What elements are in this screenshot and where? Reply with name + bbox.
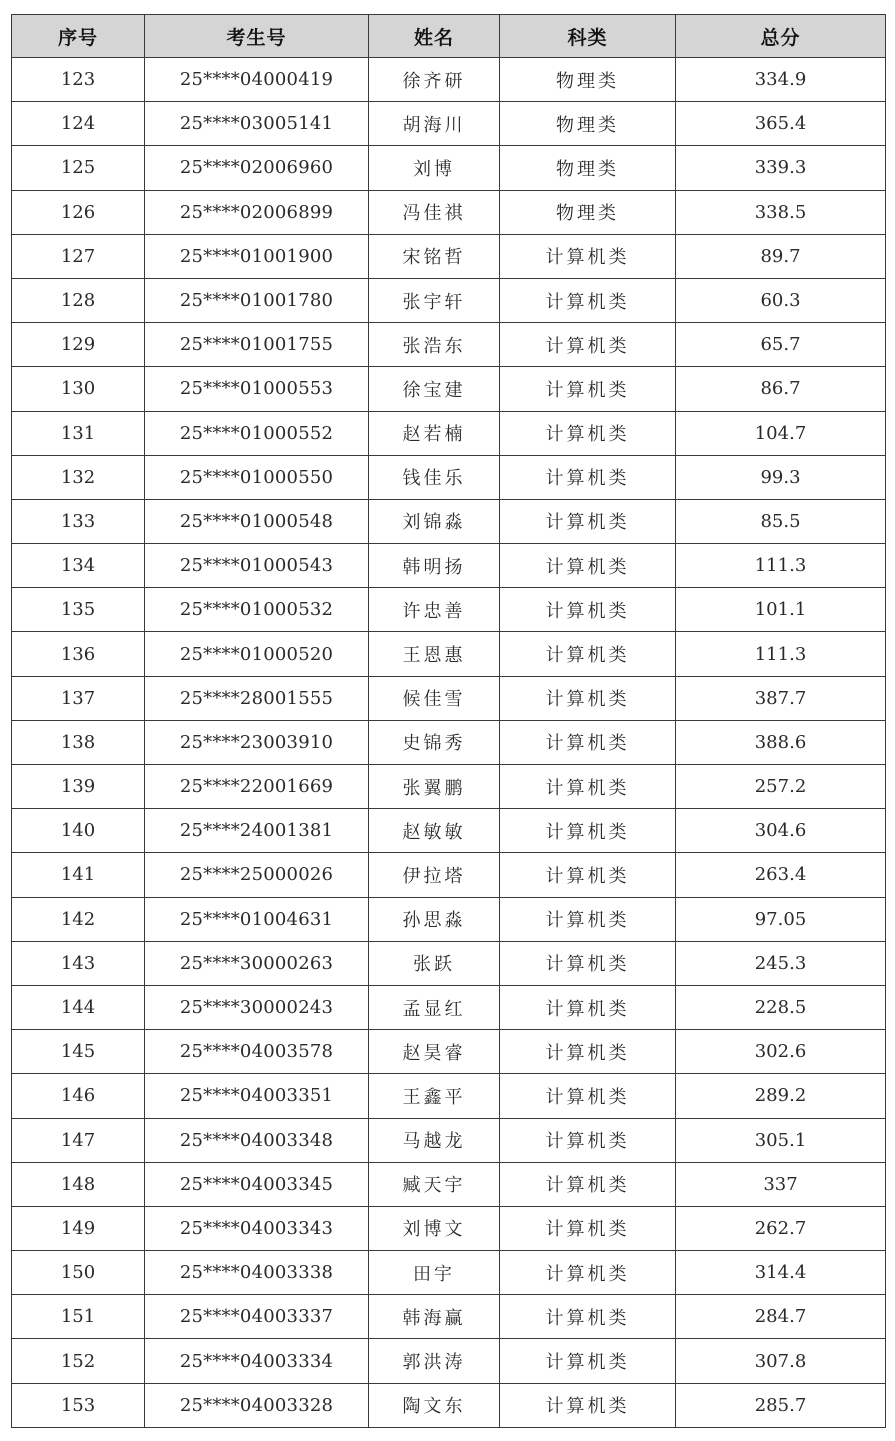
seq-cell: 147 — [12, 1118, 145, 1162]
name-cell: 张宇轩 — [369, 278, 500, 322]
name-cell: 候佳雪 — [369, 676, 500, 720]
seq-cell: 133 — [12, 499, 145, 543]
exam-id-cell: 25****23003910 — [145, 720, 369, 764]
name-cell: 许忠善 — [369, 588, 500, 632]
results-sheet — [11, 14, 885, 1428]
total-score-cell: 338.5 — [676, 190, 886, 234]
category-cell: 计算机类 — [500, 455, 676, 499]
table-header — [12, 15, 886, 58]
exam-id-cell: 25****01001780 — [145, 278, 369, 322]
name-cell: 冯佳祺 — [369, 190, 500, 234]
exam-id-cell: 25****01000552 — [145, 411, 369, 455]
exam-id-cell: 25****24001381 — [145, 809, 369, 853]
exam-id-cell: 25****01000553 — [145, 367, 369, 411]
seq-cell: 124 — [12, 102, 145, 146]
exam-id-cell: 25****30000243 — [145, 985, 369, 1029]
seq-cell: 135 — [12, 588, 145, 632]
exam-id-cell: 25****02006899 — [145, 190, 369, 234]
name-cell: 张翼鹏 — [369, 765, 500, 809]
header-seq: 序号 — [12, 15, 145, 58]
table-row — [12, 455, 886, 499]
table-row — [12, 1339, 886, 1383]
exam-id-cell: 25****01000550 — [145, 455, 369, 499]
exam-id-cell: 25****22001669 — [145, 765, 369, 809]
exam-id-cell: 25****04000419 — [145, 58, 369, 102]
table-row — [12, 102, 886, 146]
header-category: 科类 — [500, 15, 676, 58]
total-score-cell: 262.7 — [676, 1206, 886, 1250]
table-row — [12, 720, 886, 764]
total-score-cell: 65.7 — [676, 323, 886, 367]
seq-cell: 150 — [12, 1251, 145, 1295]
category-cell: 计算机类 — [500, 676, 676, 720]
category-cell: 计算机类 — [500, 853, 676, 897]
table-row — [12, 676, 886, 720]
total-score-cell: 314.4 — [676, 1251, 886, 1295]
table-row — [12, 1030, 886, 1074]
header-total: 总分 — [676, 15, 886, 58]
category-cell: 计算机类 — [500, 985, 676, 1029]
seq-cell: 142 — [12, 897, 145, 941]
name-cell: 赵若楠 — [369, 411, 500, 455]
category-cell: 物理类 — [500, 190, 676, 234]
category-cell: 计算机类 — [500, 1251, 676, 1295]
seq-cell: 134 — [12, 544, 145, 588]
total-score-cell: 228.5 — [676, 985, 886, 1029]
seq-cell: 151 — [12, 1295, 145, 1339]
total-score-cell: 111.3 — [676, 632, 886, 676]
seq-cell: 139 — [12, 765, 145, 809]
table-row — [12, 190, 886, 234]
seq-cell: 123 — [12, 58, 145, 102]
name-cell: 胡海川 — [369, 102, 500, 146]
exam-id-cell: 25****04003345 — [145, 1162, 369, 1206]
category-cell: 计算机类 — [500, 632, 676, 676]
name-cell: 韩明扬 — [369, 544, 500, 588]
table-row — [12, 278, 886, 322]
total-score-cell: 263.4 — [676, 853, 886, 897]
table-row — [12, 411, 886, 455]
name-cell: 王鑫平 — [369, 1074, 500, 1118]
category-cell: 计算机类 — [500, 897, 676, 941]
total-score-cell: 334.9 — [676, 58, 886, 102]
category-cell: 计算机类 — [500, 323, 676, 367]
seq-cell: 148 — [12, 1162, 145, 1206]
seq-cell: 145 — [12, 1030, 145, 1074]
exam-id-cell: 25****04003578 — [145, 1030, 369, 1074]
table-row — [12, 1206, 886, 1250]
name-cell: 刘锦淼 — [369, 499, 500, 543]
name-cell: 张浩东 — [369, 323, 500, 367]
name-cell: 王恩惠 — [369, 632, 500, 676]
table-row — [12, 499, 886, 543]
header-row — [12, 15, 886, 58]
table-row — [12, 234, 886, 278]
table-row — [12, 941, 886, 985]
seq-cell: 128 — [12, 278, 145, 322]
total-score-cell: 245.3 — [676, 941, 886, 985]
total-score-cell: 289.2 — [676, 1074, 886, 1118]
category-cell: 计算机类 — [500, 1030, 676, 1074]
name-cell: 田宇 — [369, 1251, 500, 1295]
name-cell: 张跃 — [369, 941, 500, 985]
results-table — [11, 14, 886, 1428]
seq-cell: 149 — [12, 1206, 145, 1250]
category-cell: 计算机类 — [500, 588, 676, 632]
table-row — [12, 897, 886, 941]
table-row — [12, 853, 886, 897]
seq-cell: 130 — [12, 367, 145, 411]
seq-cell: 132 — [12, 455, 145, 499]
name-cell: 韩海赢 — [369, 1295, 500, 1339]
total-score-cell: 365.4 — [676, 102, 886, 146]
table-row — [12, 58, 886, 102]
category-cell: 计算机类 — [500, 809, 676, 853]
name-cell: 赵昊睿 — [369, 1030, 500, 1074]
category-cell: 计算机类 — [500, 1162, 676, 1206]
category-cell: 计算机类 — [500, 765, 676, 809]
name-cell: 徐宝建 — [369, 367, 500, 411]
total-score-cell: 304.6 — [676, 809, 886, 853]
exam-id-cell: 25****01001755 — [145, 323, 369, 367]
exam-id-cell: 25****01004631 — [145, 897, 369, 941]
category-cell: 计算机类 — [500, 1295, 676, 1339]
category-cell: 物理类 — [500, 146, 676, 190]
table-row — [12, 1383, 886, 1427]
seq-cell: 144 — [12, 985, 145, 1029]
table-row — [12, 1118, 886, 1162]
exam-id-cell: 25****04003338 — [145, 1251, 369, 1295]
exam-id-cell: 25****04003351 — [145, 1074, 369, 1118]
table-row — [12, 985, 886, 1029]
total-score-cell: 305.1 — [676, 1118, 886, 1162]
header-exam-id: 考生号 — [145, 15, 369, 58]
category-cell: 计算机类 — [500, 234, 676, 278]
exam-id-cell: 25****04003337 — [145, 1295, 369, 1339]
seq-cell: 141 — [12, 853, 145, 897]
table-row — [12, 1074, 886, 1118]
total-score-cell: 302.6 — [676, 1030, 886, 1074]
seq-cell: 125 — [12, 146, 145, 190]
total-score-cell: 387.7 — [676, 676, 886, 720]
seq-cell: 127 — [12, 234, 145, 278]
table-row — [12, 809, 886, 853]
total-score-cell: 99.3 — [676, 455, 886, 499]
name-cell: 孙思淼 — [369, 897, 500, 941]
category-cell: 计算机类 — [500, 367, 676, 411]
exam-id-cell: 25****28001555 — [145, 676, 369, 720]
name-cell: 马越龙 — [369, 1118, 500, 1162]
total-score-cell: 89.7 — [676, 234, 886, 278]
total-score-cell: 339.3 — [676, 146, 886, 190]
name-cell: 伊拉塔 — [369, 853, 500, 897]
table-row — [12, 544, 886, 588]
table-row — [12, 1251, 886, 1295]
seq-cell: 136 — [12, 632, 145, 676]
category-cell: 计算机类 — [500, 1074, 676, 1118]
exam-id-cell: 25****30000263 — [145, 941, 369, 985]
table-row — [12, 588, 886, 632]
table-body — [12, 58, 886, 1428]
seq-cell: 129 — [12, 323, 145, 367]
table-row — [12, 1162, 886, 1206]
name-cell: 郭洪涛 — [369, 1339, 500, 1383]
exam-id-cell: 25****01000543 — [145, 544, 369, 588]
total-score-cell: 60.3 — [676, 278, 886, 322]
total-score-cell: 307.8 — [676, 1339, 886, 1383]
total-score-cell: 101.1 — [676, 588, 886, 632]
exam-id-cell: 25****04003343 — [145, 1206, 369, 1250]
name-cell: 宋铭哲 — [369, 234, 500, 278]
exam-id-cell: 25****01000520 — [145, 632, 369, 676]
category-cell: 物理类 — [500, 102, 676, 146]
seq-cell: 131 — [12, 411, 145, 455]
category-cell: 计算机类 — [500, 499, 676, 543]
exam-id-cell: 25****25000026 — [145, 853, 369, 897]
seq-cell: 138 — [12, 720, 145, 764]
seq-cell: 126 — [12, 190, 145, 234]
name-cell: 史锦秀 — [369, 720, 500, 764]
total-score-cell: 86.7 — [676, 367, 886, 411]
exam-id-cell: 25****04003334 — [145, 1339, 369, 1383]
exam-id-cell: 25****01001900 — [145, 234, 369, 278]
category-cell: 计算机类 — [500, 1118, 676, 1162]
exam-id-cell: 25****04003328 — [145, 1383, 369, 1427]
table-row — [12, 1295, 886, 1339]
name-cell: 臧天宇 — [369, 1162, 500, 1206]
seq-cell: 146 — [12, 1074, 145, 1118]
category-cell: 物理类 — [500, 58, 676, 102]
exam-id-cell: 25****03005141 — [145, 102, 369, 146]
total-score-cell: 337 — [676, 1162, 886, 1206]
name-cell: 孟显红 — [369, 985, 500, 1029]
total-score-cell: 111.3 — [676, 544, 886, 588]
name-cell: 钱佳乐 — [369, 455, 500, 499]
category-cell: 计算机类 — [500, 544, 676, 588]
category-cell: 计算机类 — [500, 941, 676, 985]
name-cell: 徐齐研 — [369, 58, 500, 102]
table-row — [12, 632, 886, 676]
name-cell: 赵敏敏 — [369, 809, 500, 853]
seq-cell: 153 — [12, 1383, 145, 1427]
category-cell: 计算机类 — [500, 1339, 676, 1383]
seq-cell: 143 — [12, 941, 145, 985]
exam-id-cell: 25****01000548 — [145, 499, 369, 543]
category-cell: 计算机类 — [500, 411, 676, 455]
table-row — [12, 367, 886, 411]
exam-id-cell: 25****02006960 — [145, 146, 369, 190]
name-cell: 刘博 — [369, 146, 500, 190]
exam-id-cell: 25****01000532 — [145, 588, 369, 632]
total-score-cell: 388.6 — [676, 720, 886, 764]
total-score-cell: 97.05 — [676, 897, 886, 941]
table-row — [12, 765, 886, 809]
name-cell: 陶文东 — [369, 1383, 500, 1427]
table-row — [12, 323, 886, 367]
category-cell: 计算机类 — [500, 1206, 676, 1250]
category-cell: 计算机类 — [500, 1383, 676, 1427]
category-cell: 计算机类 — [500, 278, 676, 322]
seq-cell: 137 — [12, 676, 145, 720]
name-cell: 刘博文 — [369, 1206, 500, 1250]
total-score-cell: 104.7 — [676, 411, 886, 455]
seq-cell: 140 — [12, 809, 145, 853]
category-cell: 计算机类 — [500, 720, 676, 764]
exam-id-cell: 25****04003348 — [145, 1118, 369, 1162]
total-score-cell: 284.7 — [676, 1295, 886, 1339]
table-row — [12, 146, 886, 190]
seq-cell: 152 — [12, 1339, 145, 1383]
total-score-cell: 85.5 — [676, 499, 886, 543]
header-name: 姓名 — [369, 15, 500, 58]
total-score-cell: 257.2 — [676, 765, 886, 809]
total-score-cell: 285.7 — [676, 1383, 886, 1427]
